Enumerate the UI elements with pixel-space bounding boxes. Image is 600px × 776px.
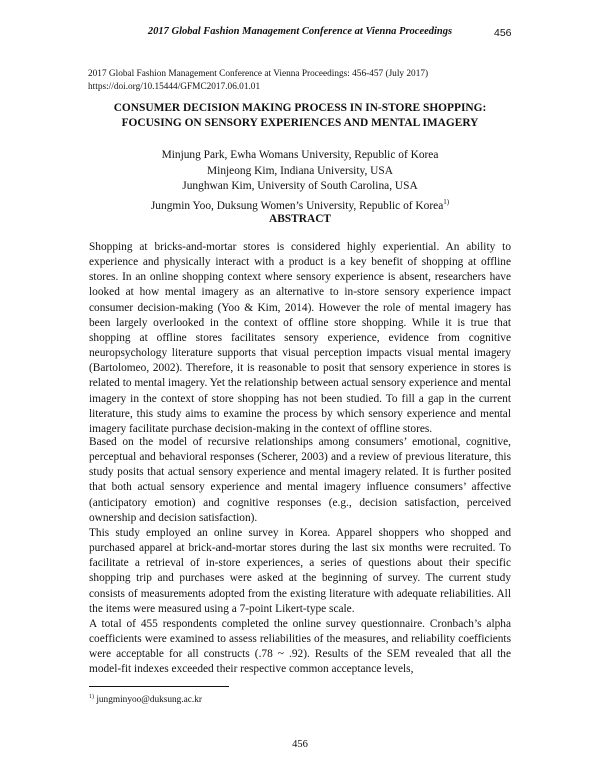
abstract-paragraph-2: Based on the model of recursive relationships among consumers’ emotional, cognitive, perceptual and behavioral responses (Scherer, 2003) and a review of previous literature, this study posits that actual sensory experience and mental imagery related. It is further posited that both actual sensory experience and mental imagery influence consumers’ affective (anticipatory emotion) and cognitive responses (e.g., decision satisfaction, perceived ownership and decision satisfaction).	[89, 436, 511, 524]
paper-title-line-2: FOCUSING ON SENSORY EXPERIENCES AND MENTAL IMAGERY	[121, 117, 479, 129]
paper-title	[60, 101, 540, 131]
paper-title-line-1: CONSUMER DECISION MAKING PROCESS IN IN-STORE SHOPPING:	[113, 102, 487, 114]
author: Junghwan Kim, University of South Carolina, USA	[182, 180, 418, 192]
footnote	[89, 694, 202, 705]
author-list	[60, 148, 540, 214]
author: Minjung Park, Ewha Womans University, Republic of Korea	[161, 149, 439, 161]
running-header-page-number: 456	[494, 27, 512, 39]
footnote-email[interactable]: jungminyoo@duksung.ac.kr	[94, 695, 202, 706]
footnote-marker: 1)	[443, 197, 450, 206]
abstract-paragraph-4: A total of 455 respondents completed the online survey questionnaire. Cronbach’s alpha coefficients were examined to assess reliabilities of the measures, and reliability coefficients were acceptable for all constructs (.78 ~ .92). Results of the SEM revealed that all the model-fit indexes exceeded their respective common acceptance levels,	[89, 618, 511, 676]
citation-block	[88, 68, 528, 93]
abstract-paragraph-1: Shopping at bricks-and-mortar stores is considered highly experiential. An ability to experience and physically interact with a product is a key benefit of shopping at offline stores. In an online shopping context where sensory experience is absent, researchers have looked at how mental imagery as an alternative to in-store sensory experience impact consumer decision-making (Yoo & Kim, 2014). However the role of mental imagery has been largely overlooked in the context of offline store shopping. While it is true that shopping at offline stores facilitates sensory experience, evidence from cognitive neuropsychology literature supports that visual perception impacts visual mental imagery (Bartolomeo, 2002). Therefore, it is reasonable to posit that sensory experience in stores is related to mental imagery. Yet the relationship between actual sensory experience and mental imagery in the context of store shopping has not been studied. To fill a gap in the current literature, this study aims to examine the process by which sensory experience and mental imagery facilitate purchase decision-making in the context of offline stores.	[89, 241, 511, 435]
running-header-title: 2017 Global Fashion Management Conference at Vienna Proceedings	[147, 26, 453, 37]
abstract-paragraph-3: This study employed an online survey in Korea. Apparel shoppers who shopped and purchased apparel at brick-and-mortar stores during the last six months were recruited. To facilitate a retrieval of in-store experiences, a series of questions about their specific shopping trip and purchases were asked at the beginning of survey. The current study consists of measurements adopted from the existing literature with adequate reliabilities. All the items were measured using a 7-point Likert-type scale.	[89, 527, 511, 615]
author	[60, 195, 540, 214]
page-number: 456	[292, 739, 308, 750]
footnote-divider	[89, 686, 229, 687]
doi-link[interactable]: https://doi.org/10.15444/GFMC2017.06.01.01	[88, 81, 261, 92]
author-name: Jungmin Yoo, Duksung Women’s University, Republic of Korea	[150, 199, 444, 212]
citation-line: 2017 Global Fashion Management Conference at Vienna Proceedings: 456-457 (July 2017)	[88, 69, 429, 79]
abstract-heading: ABSTRACT	[268, 213, 332, 225]
author: Minjeong Kim, Indiana University, USA	[207, 164, 393, 177]
footnote-mark: 1)	[89, 694, 94, 700]
